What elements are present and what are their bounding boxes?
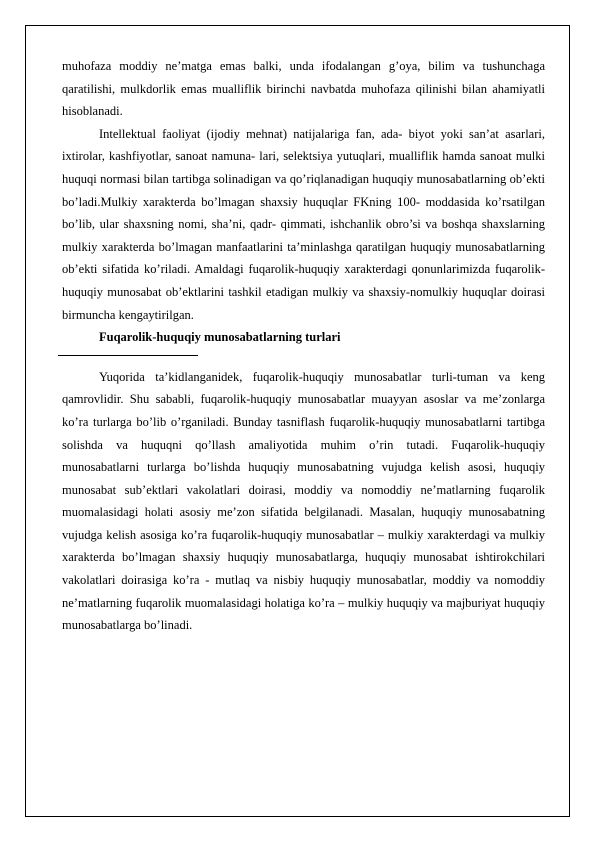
section-heading: Fuqarolik-huquqiy munosabatlarning turlari: [99, 330, 341, 345]
footnote-separator-line: [58, 355, 198, 356]
document-body: [62, 55, 545, 637]
paragraph-2: Intellektual faoliyat (ijodiy mehnat) natijalariga fan, ada- biyot yoki san’at asarlari, ixtirolar, kashfiyotlar, sanoat namuna- lari, selektsiya yutuqlari, mualliflik hamda sanoat mulki huquqi normasi bilan tartibga solinadigan va qo’riqlanadigan huquqiy munosabatlarning ob’ekti bo’ladi.Mulkiy xarakterda bo’lmagan shaxsiy huquqlar FKning 100- moddasida ko’rsatilgan bo’lib, ular shaxsning nomi, sha’ni, qadr- qimmati, ishchanlik obro’si va boshqa shaxslarning mulkiy xarakterda bo’lmagan manfaatlarini ta’minlashga qaratilgan huquqiy munosabatlarning ob’ekti sifatida ko’riladi. Amaldagi fuqarolik-huquqiy xarakterdagi qonunlarimizda fuqarolik- huquqiy munosabat ob’ektlarini tashkil etadigan mulkiy va shaxsiy-nomulkiy huquqlar doirasi birmuncha kengaytirilgan.: [62, 126, 545, 322]
paragraph-3: Yuqorida ta’kidlanganidek, fuqarolik-huquqiy munosabatlar turli-tuman va keng qamrovlidir. Shu sababli, fuqarolik-huquqiy munosabatlar muayyan asoslar va me’zonlarga ko’ra turlarga bo’lib o’rganiladi. Bunday tasniflash fuqarolik-huquqiy munosabatlarni tartibga solishda va huquqni qo’llash amaliyotida muhim o’rin tutadi. Fuqarolik-huquqiy munosabatlarni turlarga bo’lishda huquqiy munosabatning vujudga kelish asosi, huquqiy munosabat sub’ektlari vakolatlari doirasi, moddiy va nomoddiy ne’matlarning fuqarolik muomalasidagi holati asosiy me’zon sifatida belgilanadi. Masalan, huquqiy munosabatning vujudga kelish asosiga ko’ra fuqarolik-huquqiy munosabatlar – mulkiy xarakterdagi va mulkiy xarakterda bo’lmagan shaxsiy huquqiy munosabatlarga, huquqiy munosabat ishtirokchilari vakolatlari doirasiga ko’ra - mutlaq va nisbiy huquqiy munosabatlar, moddiy va nomoddiy ne’matlarning fuqarolik muomalasidagi holatiga ko’ra – mulkiy huquqiy va majburiyat huquqiy munosabatlarga bo’linadi.: [62, 369, 545, 633]
paragraph-1: muhofaza moddiy ne’matga emas balki, unda ifodalangan g’oya, bilim va tushunchaga qaratilishi, mulkdorlik emas mualliflik birinchi navbatda muhofaza qilinishi bilan ahamiyatli hisoblanadi.: [62, 59, 545, 119]
